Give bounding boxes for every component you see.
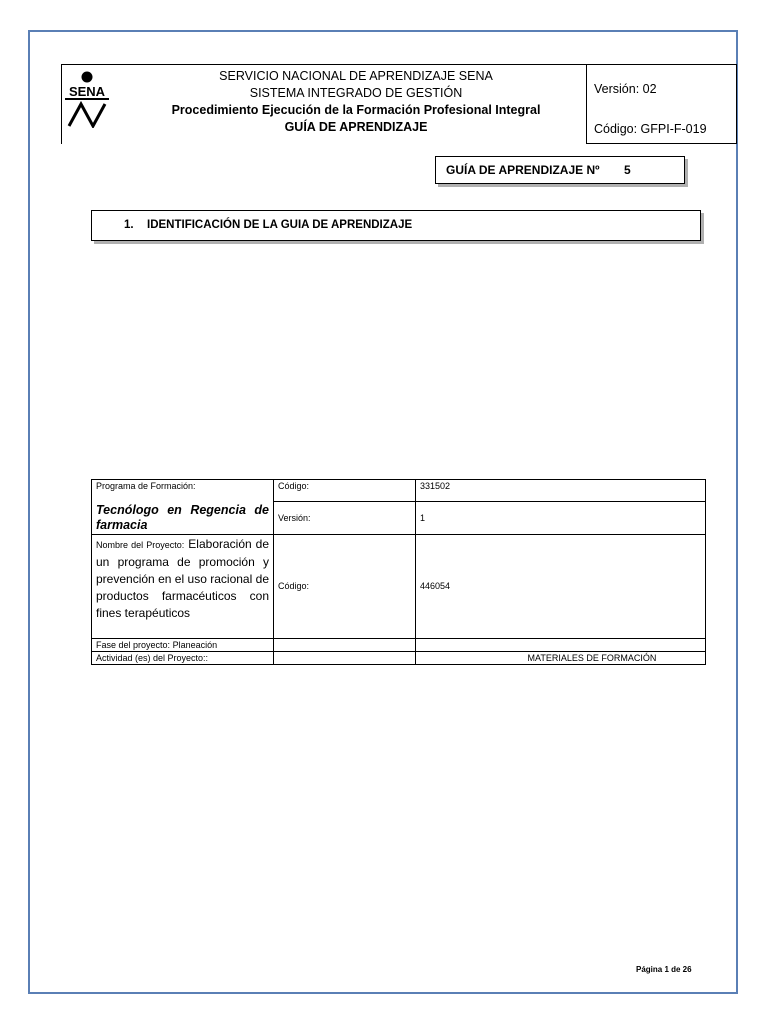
version-row-value: 1 [416, 502, 706, 535]
fase-value: Planeación [172, 639, 218, 650]
sena-logo [57, 68, 117, 128]
identification-table [91, 479, 706, 665]
header-line-2: SISTEMA INTEGRADO DE GESTIÓN [249, 86, 463, 100]
document-header [61, 64, 737, 144]
materiales-label: MATERIALES DE FORMACIÓN [524, 651, 706, 664]
programa-value-cell [92, 502, 274, 535]
document-code: Código: GFPI-F-019 [594, 122, 707, 136]
codigo-label: Código: [274, 480, 416, 502]
proyecto-codigo-value: 446054 [416, 534, 706, 638]
section-number: 1. [124, 219, 134, 231]
codigo-value: 331502 [416, 480, 706, 502]
header-line-4: GUÍA DE APRENDIZAJE [284, 120, 428, 134]
programa-cell [92, 480, 274, 502]
section-title: IDENTIFICACIÓN DE LA GUIA DE APRENDIZAJE [147, 219, 413, 231]
programa-label: Programa de Formación: [96, 481, 196, 491]
guia-label: GUÍA DE APRENDIZAJE Nº [446, 163, 600, 177]
section-heading [91, 210, 701, 241]
guia-number: 5 [624, 163, 631, 177]
proyecto-label: Nombre del Proyecto: [96, 539, 185, 550]
programa-value: Tecnólogo en Regencia de farmacia [96, 502, 269, 532]
guia-number-box [435, 156, 685, 184]
page-number: Página 1 de 26 [636, 965, 692, 974]
version-label: Versión: 02 [594, 82, 657, 96]
proyecto-codigo-label: Código: [274, 534, 416, 638]
fase-cell [92, 638, 274, 651]
proyecto-value: Elaboración de un programa de promoción y prevención en el uso racional de productos farmacéuticos con fines terapéuticos [96, 536, 269, 620]
fase-label: Fase del proyecto: [96, 639, 171, 650]
svg-text:SENA: SENA [68, 84, 106, 99]
header-line-1: SERVICIO NACIONAL DE APRENDIZAJE SENA [219, 69, 493, 83]
header-line-3: Procedimiento Ejecución de la Formación Profesional Integral [171, 103, 541, 117]
header-title [121, 68, 591, 136]
proyecto-cell [92, 534, 274, 638]
version-row-label: Versión: [274, 502, 416, 535]
actividad-label: Actividad (es) del Proyecto:: [92, 651, 274, 664]
